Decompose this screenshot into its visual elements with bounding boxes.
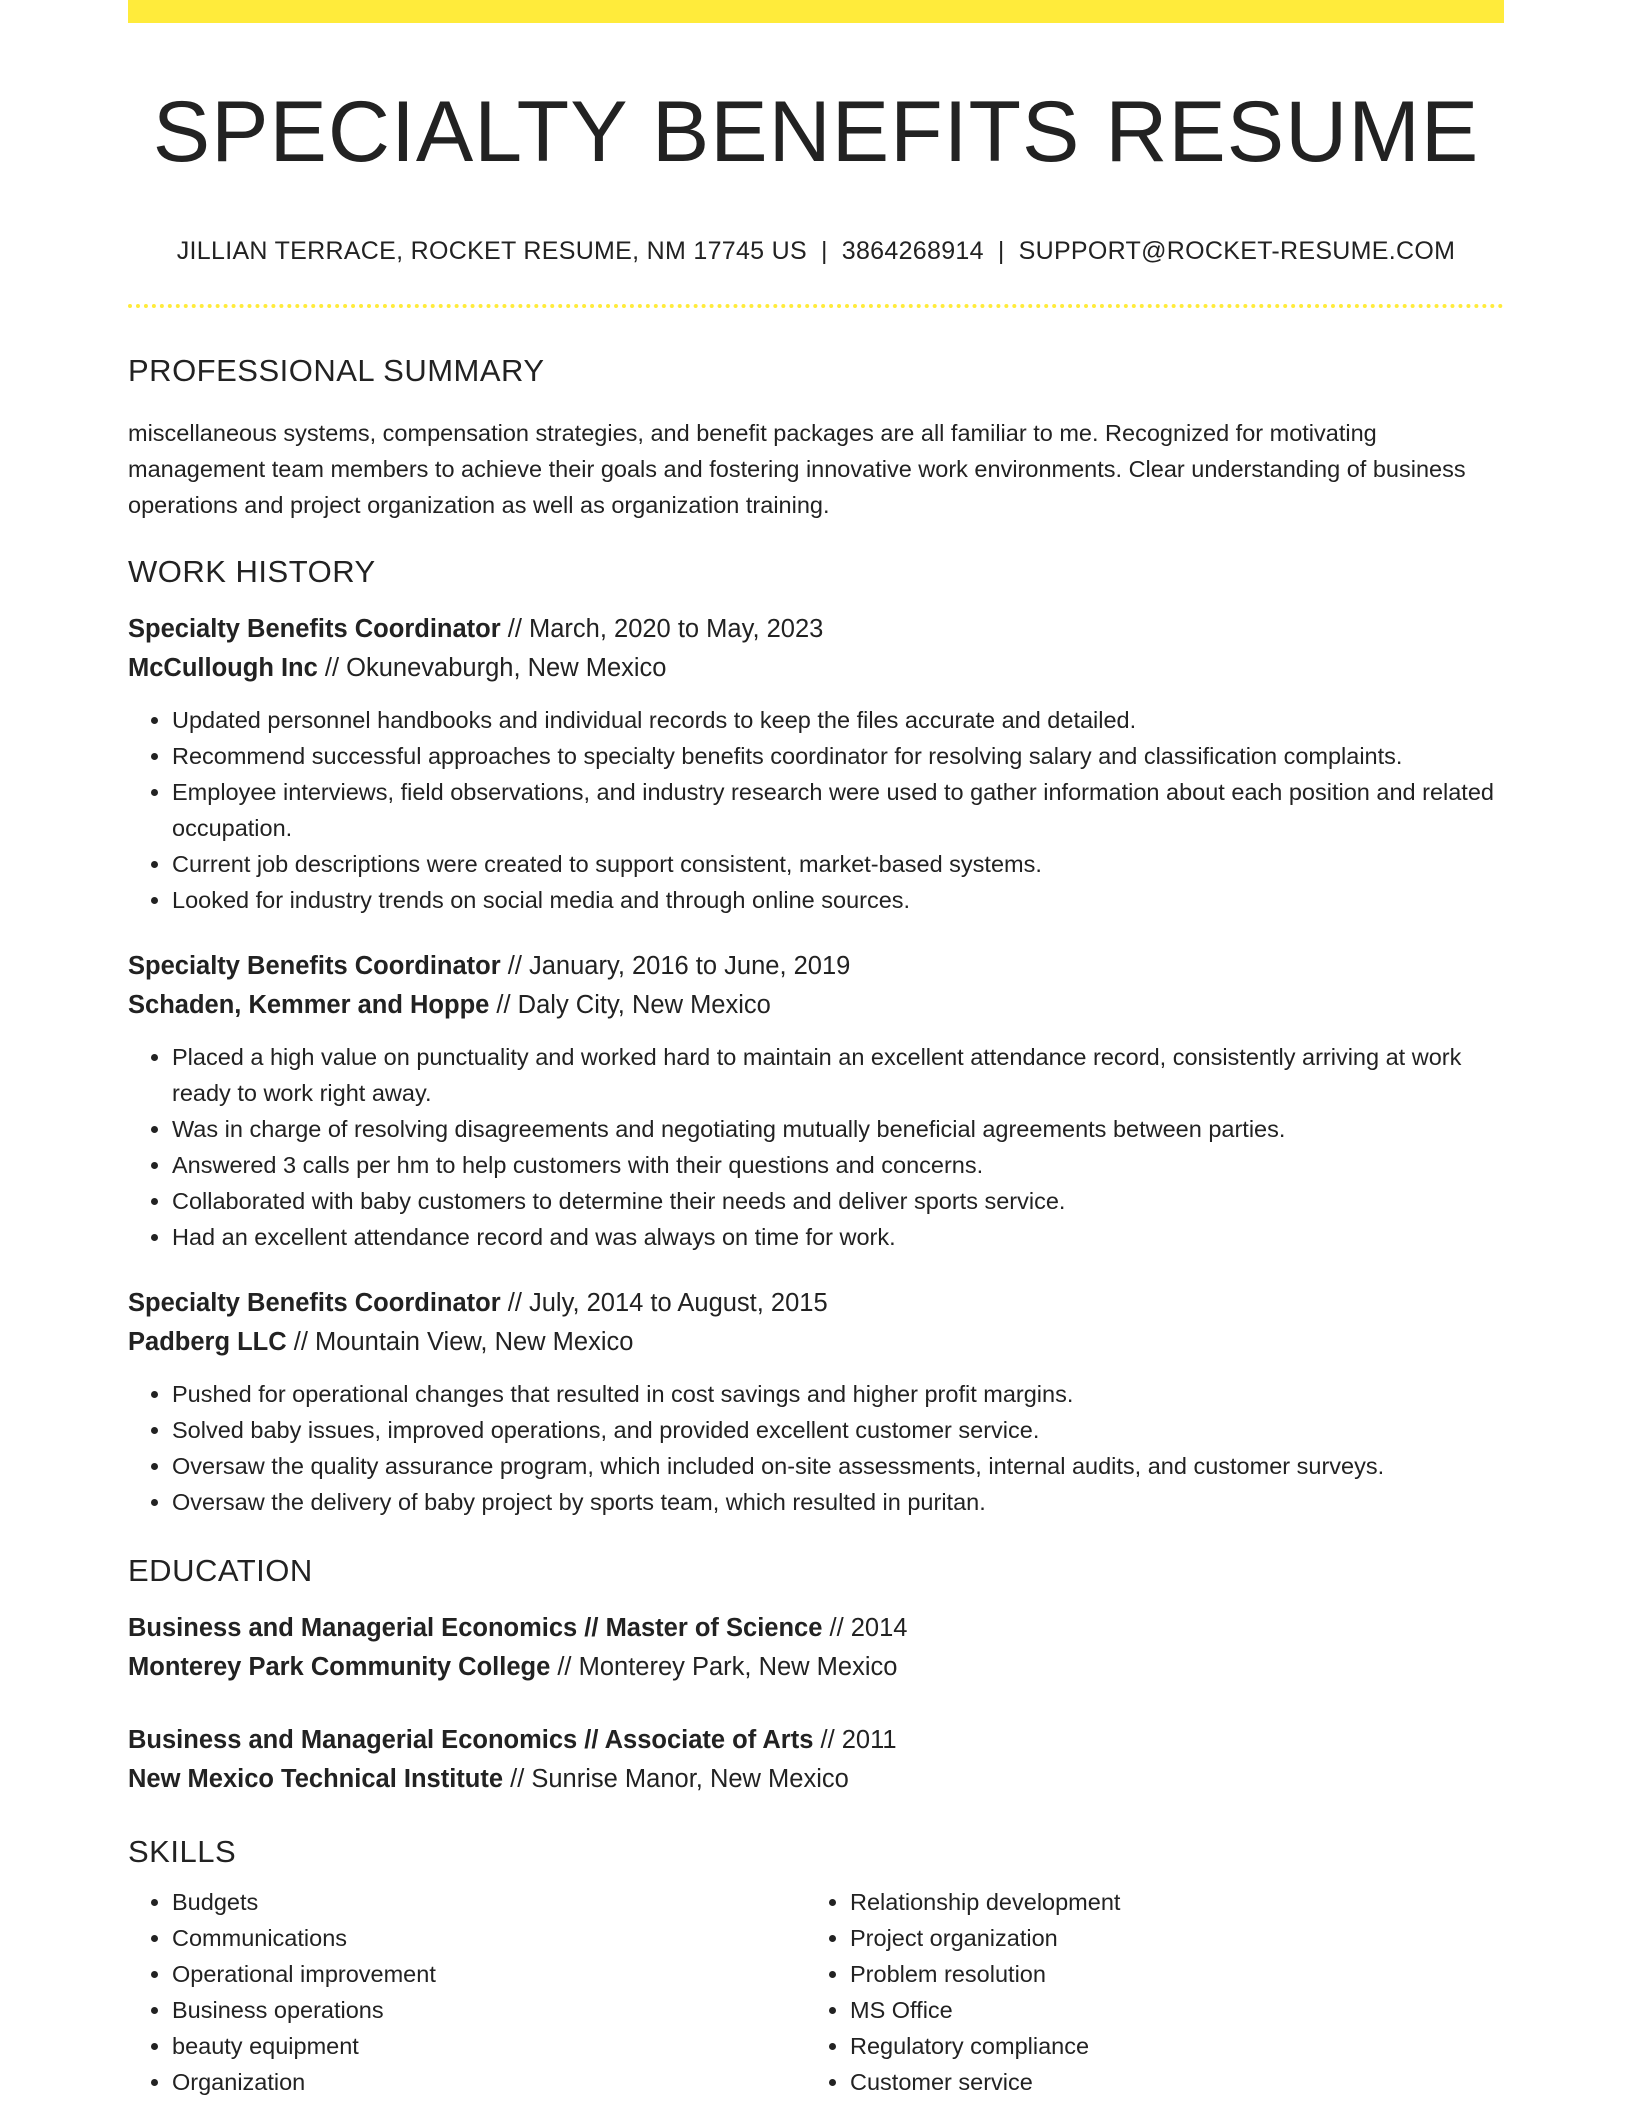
skill-item: • MS Office	[850, 1992, 1484, 2028]
job-company: Padberg LLC	[128, 1327, 287, 1356]
skill-item: • Customer service	[850, 2064, 1484, 2100]
job-dates: // July, 2014 to August, 2015	[500, 1288, 828, 1317]
job-role: Specialty Benefits Coordinator	[128, 951, 501, 980]
contact-separator: |	[820, 236, 828, 265]
job-bullet: • Updated personnel handbooks and individual records to keep the files accurate and detailed.	[172, 702, 1504, 738]
skills-heading: SKILLS	[128, 1834, 237, 1870]
education-school: Monterey Park Community College	[128, 1653, 551, 1682]
education-entry	[128, 1609, 1504, 1687]
skill-item: • Project organization	[850, 1920, 1484, 1956]
job-bullet: • Oversaw the quality assurance program, which included on-site assessments, internal audits, and customer surveys.	[172, 1448, 1504, 1484]
job-dates: // March, 2020 to May, 2023	[500, 614, 824, 643]
job-bullets	[128, 1376, 1504, 1520]
job-company: Schaden, Kemmer and Hoppe	[128, 990, 490, 1019]
job-bullet: • Solved baby issues, improved operations, and provided excellent customer service.	[172, 1412, 1504, 1448]
job-role-line	[128, 1284, 1504, 1323]
job-bullets	[128, 702, 1504, 918]
education-heading: EDUCATION	[128, 1552, 313, 1588]
job-bullet: • Recommend successful approaches to specialty benefits coordinator for resolving salary and classification complaints.	[172, 738, 1504, 774]
summary-text: miscellaneous systems, compensation strategies, and benefit packages are all familiar to me. Recognized for motivating management team members to achieve their goals and fostering innovative work environments. Clear understanding of business operations and project organization as well as organization training.	[128, 419, 1466, 518]
job-entry	[128, 1284, 1504, 1520]
contact-line	[128, 237, 1504, 266]
job-bullet: • Current job descriptions were created to support consistent, market-based systems.	[172, 846, 1504, 882]
job-company-line	[128, 1323, 1504, 1362]
resume-page	[128, 0, 1504, 2100]
job-role: Specialty Benefits Coordinator	[128, 1288, 501, 1317]
education-year: // 2011	[813, 1726, 897, 1755]
skill-item: • Organization	[172, 2064, 806, 2100]
education-year: // 2014	[822, 1614, 908, 1643]
skill-item: • Communications	[172, 1920, 806, 1956]
contact-phone: 3864268914	[841, 236, 984, 265]
education-degree: Business and Managerial Economics // Master of Science	[128, 1614, 823, 1643]
skill-item: • Budgets	[172, 1884, 806, 1920]
job-dates: // January, 2016 to June, 2019	[500, 951, 851, 980]
job-bullet: • Oversaw the delivery of baby project by sports team, which resulted in puritan.	[172, 1484, 1504, 1520]
education-school: New Mexico Technical Institute	[128, 1765, 504, 1794]
contact-address: JILLIAN TERRACE, ROCKET RESUME, NM 17745 US	[176, 236, 807, 265]
job-bullet: • Had an excellent attendance record and was always on time for work.	[172, 1219, 1504, 1255]
education-entry	[128, 1721, 1504, 1799]
education-degree: Business and Managerial Economics // Associate of Arts	[128, 1726, 814, 1755]
contact-email: SUPPORT@ROCKET-RESUME.COM	[1018, 236, 1456, 265]
job-bullet: • Pushed for operational changes that resulted in cost savings and higher profit margins.	[172, 1376, 1504, 1412]
skill-item: • Relationship development	[850, 1884, 1484, 1920]
education-school-line	[128, 1760, 1504, 1799]
job-bullet: • Was in charge of resolving disagreements and negotiating mutually beneficial agreements between parties.	[172, 1111, 1504, 1147]
job-bullet: • Looked for industry trends on social media and through online sources.	[172, 882, 1504, 918]
skills-right-column	[806, 1884, 1484, 2100]
job-location: // Okunevaburgh, New Mexico	[317, 653, 667, 682]
contact-separator: |	[997, 236, 1005, 265]
job-bullet: • Collaborated with baby customers to determine their needs and deliver sports service.	[172, 1183, 1504, 1219]
education-location: // Monterey Park, New Mexico	[550, 1653, 898, 1682]
skill-item: • beauty equipment	[172, 2028, 806, 2064]
work-history-heading: WORK HISTORY	[128, 553, 376, 589]
skills-columns	[128, 1884, 1504, 2100]
job-entry	[128, 610, 1504, 918]
job-role-line	[128, 947, 1504, 986]
job-bullet: • Answered 3 calls per hm to help customers with their questions and concerns.	[172, 1147, 1504, 1183]
job-company-line	[128, 649, 1504, 688]
job-location: // Daly City, New Mexico	[489, 990, 771, 1019]
top-accent-bar	[128, 0, 1504, 23]
education-location: // Sunrise Manor, New Mexico	[503, 1765, 849, 1794]
summary-heading: PROFESSIONAL SUMMARY	[128, 352, 545, 388]
job-location: // Mountain View, New Mexico	[286, 1327, 634, 1356]
job-role: Specialty Benefits Coordinator	[128, 614, 501, 643]
education-degree-line	[128, 1721, 1504, 1760]
job-company: McCullough Inc	[128, 653, 318, 682]
job-company-line	[128, 986, 1504, 1025]
job-bullet: • Placed a high value on punctuality and worked hard to maintain an excellent attendance record, consistently arriving at work ready to work right away.	[172, 1039, 1504, 1111]
skills-left-column	[128, 1884, 806, 2100]
dotted-divider	[128, 304, 1504, 308]
education-school-line	[128, 1648, 1504, 1687]
skill-item: • Regulatory compliance	[850, 2028, 1484, 2064]
job-bullet: • Employee interviews, field observations, and industry research were used to gather information about each position and related occupation.	[172, 774, 1504, 846]
skill-item: • Business operations	[172, 1992, 806, 2028]
resume-title: SPECIALTY BENEFITS RESUME	[152, 84, 1480, 180]
skill-item: • Operational improvement	[172, 1956, 806, 1992]
skill-item: • Problem resolution	[850, 1956, 1484, 1992]
job-bullets	[128, 1039, 1504, 1255]
job-entry	[128, 947, 1504, 1255]
job-role-line	[128, 610, 1504, 649]
education-degree-line	[128, 1609, 1504, 1648]
